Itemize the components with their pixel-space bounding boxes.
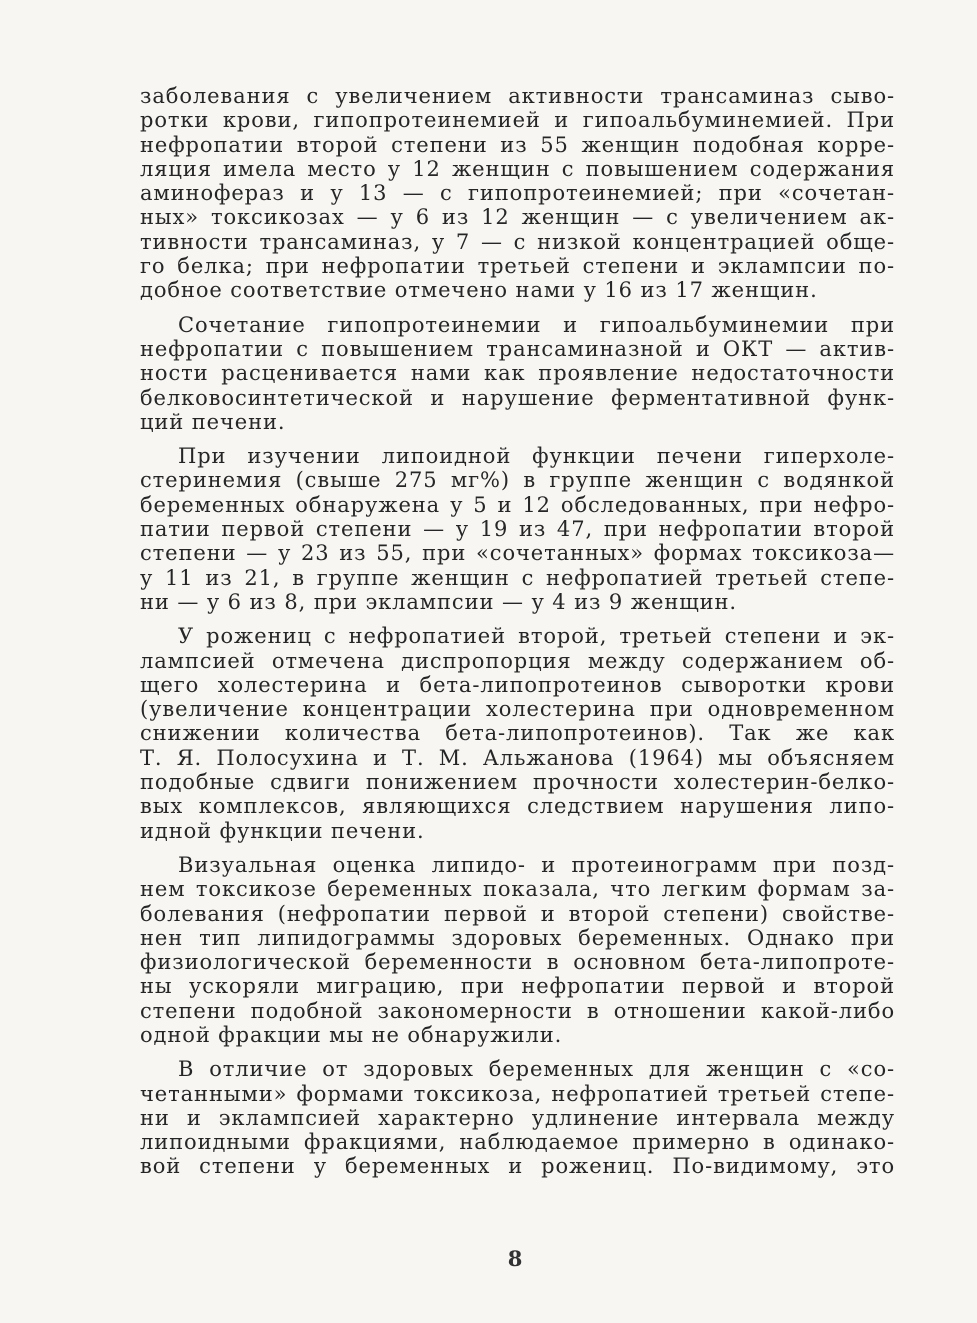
text-line: патии первой степени — у 19 из 47, при нефропатии второй — [140, 517, 895, 542]
paragraph-3 — [140, 444, 895, 614]
text-line: ций печени. — [140, 409, 286, 434]
text-line: четанными» формами токсикоза, нефропатией третьей степе- — [140, 1081, 895, 1106]
text-line: ны ускоряли миграцию, при нефропатии первой и второй — [140, 974, 895, 999]
text-line: нен тип липидограммы здоровых беременных. Однако при — [140, 925, 895, 950]
text-line: ни — у 6 из 8, при эклампсии — у 4 из 9 женщин. — [140, 589, 738, 614]
text-line: Т. Я. Полосухина и Т. М. Альжанова (1964) мы объясняем — [140, 745, 895, 770]
text-line: физиологической беременности в основном бета-липопроте- — [140, 950, 895, 975]
paragraph-2 — [140, 313, 895, 434]
text-line: (увеличение концентрации холестерина при одновременном — [140, 697, 895, 722]
text-line: у 11 из 21, в группе женщин с нефропатией третьей степе- — [140, 565, 895, 590]
paragraph-1 — [140, 84, 895, 303]
text-line: вой степени у беременных и рожениц. По-видимому, это — [140, 1154, 895, 1179]
text-line: степени — у 23 из 55, при «сочетанных» формах токсикоза— — [140, 541, 895, 566]
text-line: липоидными фракциями, наблюдаемое примерно в одинако- — [140, 1130, 895, 1155]
text-line: заболевания с увеличением активности трансаминаз сыво- — [140, 84, 895, 108]
text-line: У рожениц с нефропатией второй, третьей степени и эк- — [178, 624, 895, 649]
text-line: степени подобной закономерности в отношении какой-либо — [140, 998, 895, 1023]
text-line: щего холестерина и бета-липопротеинов сыворотки крови — [140, 672, 895, 697]
text-line: ротки крови, гипопротеинемией и гипоальбуминемией. При — [140, 108, 895, 133]
text-line: нефропатии с повышением трансаминазной и ОКТ — актив- — [140, 336, 895, 361]
paragraph-5 — [140, 853, 895, 1047]
text-line: аминофераз и у 13 — с гипопротеинемией; при «сочетан- — [140, 181, 895, 206]
text-line: Сочетание гипопротеинемии и гипоальбуминемии при — [178, 312, 895, 337]
body-text — [140, 84, 895, 1189]
text-line: тивности трансаминаз, у 7 — с низкой концентрацией обще- — [140, 229, 895, 254]
text-line: го белка; при нефропатии третьей степени и эклампсии по- — [140, 254, 895, 279]
text-line: белковосинтетической и нарушение ферментативной функ- — [140, 385, 895, 410]
text-line: нефропатии второй степени из 55 женщин подобная корре- — [140, 132, 895, 157]
text-line: идной функции печени. — [140, 818, 425, 843]
text-line: стеринемия (свыше 275 мг%) в группе женщин с водянкой — [140, 468, 895, 493]
paragraph-4 — [140, 624, 895, 843]
text-line: добное соответствие отмечено нами у 16 из 17 женщин. — [140, 278, 818, 303]
text-line: вых комплексов, являющихся следствием нарушения липо- — [140, 794, 895, 819]
text-line: лампсией отмечена диспропорция между содержанием об- — [140, 648, 895, 673]
text-line: подобные сдвиги понижением прочности холестерин-белко- — [140, 770, 895, 795]
text-line: болевания (нефропатии первой и второй степени) свойстве- — [140, 901, 895, 926]
text-line: одной фракции мы не обнаружили. — [140, 1022, 563, 1047]
text-line: ляция имела место у 12 женщин с повышением содержания — [140, 156, 895, 181]
page-number: 8 — [507, 1246, 523, 1271]
text-line: При изучении липоидной функции печени гиперхоле- — [178, 444, 895, 469]
text-line: нем токсикозе беременных показала, что легким формам за- — [140, 877, 895, 902]
text-line: снижении количества бета-липопротеинов). Так же как — [140, 721, 895, 746]
paragraph-6 — [140, 1057, 895, 1178]
text-line: Визуальная оценка липидо- и протеинограмм при позд- — [178, 852, 895, 877]
text-line: В отличие от здоровых беременных для женщин с «со- — [178, 1057, 895, 1082]
text-line: ных» токсикозах — у 6 из 12 женщин — с увеличением ак- — [140, 205, 895, 230]
text-line: ни и эклампсией характерно удлинение интервала между — [140, 1105, 895, 1130]
text-line: ности расценивается нами как проявление недостаточности — [140, 361, 895, 386]
text-line: беременных обнаружена у 5 и 12 обследованных, при нефро- — [140, 492, 895, 517]
